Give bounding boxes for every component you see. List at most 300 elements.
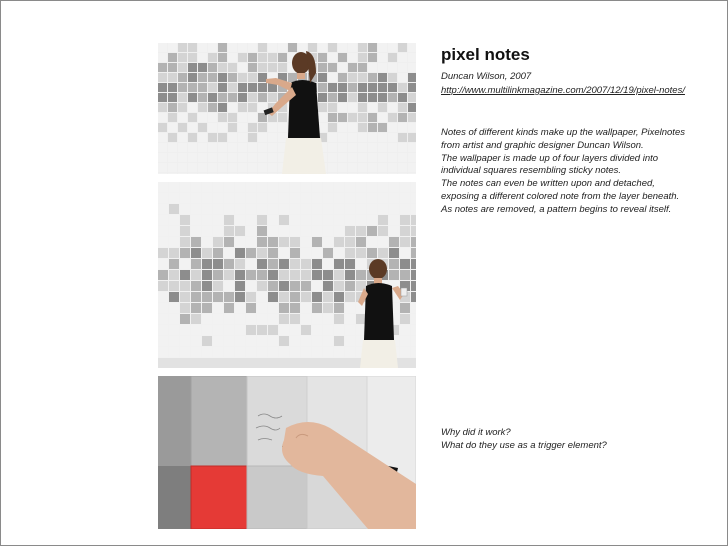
wall-tile — [278, 63, 287, 72]
wall-tile — [301, 270, 311, 280]
author-line: Duncan Wilson, 2007 — [441, 71, 532, 82]
wall-tile — [257, 281, 267, 291]
wall-tile — [208, 53, 217, 62]
wall-tile — [238, 43, 247, 52]
wall-tile — [169, 336, 179, 346]
wall-tile — [345, 226, 355, 236]
wall-tile — [323, 259, 333, 269]
wall-tile — [198, 153, 207, 162]
wall-tile — [367, 248, 377, 258]
wall-tile — [246, 193, 256, 203]
wall-tile — [180, 193, 190, 203]
wall-tile — [268, 292, 278, 302]
wall-tile — [312, 237, 322, 247]
wall-tile — [238, 143, 247, 152]
wall-tile — [411, 182, 416, 192]
wall-tile — [208, 93, 217, 102]
wall-tile — [208, 173, 217, 174]
wall-tile — [257, 215, 267, 225]
wall-tile — [218, 43, 227, 52]
wall-tile — [290, 303, 300, 313]
wall-tile — [400, 270, 410, 280]
wall-tile — [398, 53, 407, 62]
wall-tile — [268, 133, 277, 142]
wall-tile — [202, 215, 212, 225]
wall-tile — [301, 325, 311, 335]
wall-tile — [411, 292, 416, 302]
wall-tile — [278, 113, 287, 122]
wall-tile — [338, 123, 347, 132]
wall-tile — [290, 347, 300, 357]
wall-tile — [180, 237, 190, 247]
wall-tile — [388, 173, 397, 174]
wall-tile — [202, 259, 212, 269]
wall-tile — [248, 103, 257, 112]
wall-tile — [158, 314, 168, 324]
wall-tile — [213, 314, 223, 324]
wall-tile — [388, 43, 397, 52]
wall-tile — [158, 173, 167, 174]
wall-tile — [318, 63, 327, 72]
wall-tile — [191, 215, 201, 225]
wall-tile — [338, 73, 347, 82]
wall-tile — [290, 281, 300, 291]
wall-tile — [188, 63, 197, 72]
wall-tile — [408, 93, 416, 102]
wall-tile — [235, 204, 245, 214]
wall-tile — [188, 113, 197, 122]
wall-tile — [257, 248, 267, 258]
wall-tile — [388, 163, 397, 172]
wall-tile — [228, 73, 237, 82]
wall-tile — [408, 63, 416, 72]
wall-tile — [348, 173, 357, 174]
wall-tile — [411, 314, 416, 324]
wall-tile — [398, 73, 407, 82]
wall-tile — [188, 43, 197, 52]
wall-tile — [334, 292, 344, 302]
wall-tile — [367, 193, 377, 203]
wall-tile — [188, 133, 197, 142]
wall-tile — [323, 182, 333, 192]
wall-tile — [348, 163, 357, 172]
wall-tile — [178, 143, 187, 152]
wall-tile — [378, 53, 387, 62]
wall-tile — [268, 204, 278, 214]
wall-tile — [388, 53, 397, 62]
wall-tile — [208, 133, 217, 142]
wall-tile — [378, 123, 387, 132]
wall-tile — [246, 226, 256, 236]
description-line: from artist and graphic designer Duncan Wilson. — [441, 139, 644, 151]
wall-tile — [279, 182, 289, 192]
wall-tile — [400, 204, 410, 214]
wall-tile — [188, 173, 197, 174]
wall-tile — [400, 303, 410, 313]
wall-tile — [198, 123, 207, 132]
wall-tile — [368, 83, 377, 92]
wall-tile — [257, 336, 267, 346]
wall-tile — [246, 204, 256, 214]
wall-tile — [169, 270, 179, 280]
wall-tile — [224, 336, 234, 346]
wall-tile — [248, 123, 257, 132]
closeup-illustration — [158, 376, 416, 529]
wall-tile — [312, 226, 322, 236]
wall-tile — [202, 347, 212, 357]
wall-tile — [158, 143, 167, 152]
wall-tile — [213, 303, 223, 313]
wall-tile — [238, 123, 247, 132]
wall-tile — [198, 53, 207, 62]
wall-tile — [158, 325, 168, 335]
wall-tile — [257, 193, 267, 203]
wall-tile — [248, 63, 257, 72]
wall-tile — [400, 336, 410, 346]
wall-tile — [208, 153, 217, 162]
wall-tile — [180, 215, 190, 225]
wall-tile — [168, 53, 177, 62]
wall-tile — [169, 215, 179, 225]
wall-tile — [368, 133, 377, 142]
wall-tile — [408, 173, 416, 174]
wall-tile — [312, 292, 322, 302]
wall-tile — [301, 259, 311, 269]
wall-tile — [301, 336, 311, 346]
wall-tile — [334, 336, 344, 346]
wall-tile — [224, 314, 234, 324]
wall-tile — [400, 215, 410, 225]
wall-tile — [228, 113, 237, 122]
wall-tile — [348, 73, 357, 82]
wall-tile — [257, 347, 267, 357]
description-line: Notes of different kinds make up the wallpaper, Pixelnotes — [441, 127, 685, 138]
wall-tile — [348, 123, 357, 132]
wall-tile — [235, 347, 245, 357]
wall-tile — [389, 226, 399, 236]
wall-tile — [368, 143, 377, 152]
wall-tile — [268, 215, 278, 225]
wall-tile — [246, 303, 256, 313]
wall-tile — [235, 237, 245, 247]
wall-tile — [334, 182, 344, 192]
source-link[interactable]: http://www.multilinkmagazine.com/2007/12/19/pixel-notes/ — [441, 85, 685, 96]
wall-tile — [191, 325, 201, 335]
wall-tile — [323, 281, 333, 291]
wall-tile — [224, 226, 234, 236]
wall-tile — [198, 163, 207, 172]
wall-tile — [198, 173, 207, 174]
wall-tile — [168, 73, 177, 82]
wall-tile — [408, 43, 416, 52]
wall-tile — [208, 73, 217, 82]
wall-tile — [258, 163, 267, 172]
wall-tile — [328, 153, 337, 162]
wall-tile — [218, 93, 227, 102]
wall-tile — [235, 314, 245, 324]
wall-tile — [389, 215, 399, 225]
wall-tile — [198, 113, 207, 122]
wall-tile — [301, 347, 311, 357]
wall-tile — [168, 123, 177, 132]
wall-tile — [168, 113, 177, 122]
wall-tile — [378, 237, 388, 247]
wall-tile — [202, 226, 212, 236]
wall-tile — [411, 336, 416, 346]
wall-tile — [228, 53, 237, 62]
wall-tile — [188, 83, 197, 92]
wall-tile — [258, 73, 267, 82]
wall-tile — [290, 336, 300, 346]
wall-tile — [388, 113, 397, 122]
wall-tile — [168, 63, 177, 72]
wall-tile — [312, 336, 322, 346]
wall-tile — [198, 83, 207, 92]
wall-tile — [202, 193, 212, 203]
wall-tile — [408, 53, 416, 62]
wall-tile — [358, 123, 367, 132]
wall-tile — [358, 43, 367, 52]
wall-tile — [398, 103, 407, 112]
wall-tile — [378, 204, 388, 214]
wall-tile — [188, 153, 197, 162]
wall-tile — [180, 248, 190, 258]
pixel-wall-illustration-2 — [158, 182, 416, 368]
wall-tile — [248, 53, 257, 62]
wall-tile — [208, 43, 217, 52]
wall-tile — [400, 182, 410, 192]
question-line: Why did it work? — [441, 427, 511, 438]
wall-tile — [389, 237, 399, 247]
wall-tile — [368, 43, 377, 52]
wall-tile — [258, 53, 267, 62]
wall-tile — [378, 113, 387, 122]
wall-tile — [188, 163, 197, 172]
wall-tile — [368, 73, 377, 82]
wall-tile — [202, 336, 212, 346]
wall-tile — [278, 133, 287, 142]
wall-tile — [238, 53, 247, 62]
wall-tile — [268, 123, 277, 132]
photo-woman-beside-wall — [158, 182, 416, 368]
wall-tile — [208, 143, 217, 152]
wall-tile — [202, 325, 212, 335]
wall-tile — [368, 103, 377, 112]
wall-tile — [268, 43, 277, 52]
wall-tile — [248, 153, 257, 162]
wall-tile — [345, 336, 355, 346]
wall-tile — [334, 193, 344, 203]
wall-tile — [398, 153, 407, 162]
wall-tile — [213, 347, 223, 357]
wall-tile — [191, 259, 201, 269]
wall-tile — [158, 73, 167, 82]
wall-tile — [218, 143, 227, 152]
wall-tile — [198, 43, 207, 52]
wall-tile — [228, 163, 237, 172]
wall-tile — [279, 303, 289, 313]
wall-tile — [228, 153, 237, 162]
photo-hand-writing-closeup — [158, 376, 416, 529]
wall-tile — [208, 123, 217, 132]
wall-tile — [348, 113, 357, 122]
wall-tile — [389, 182, 399, 192]
wall-tile — [288, 73, 297, 82]
wall-tile — [411, 204, 416, 214]
wall-tile — [388, 73, 397, 82]
wall-tile — [411, 248, 416, 258]
wall-tile — [235, 226, 245, 236]
wall-tile — [213, 193, 223, 203]
wall-tile — [338, 113, 347, 122]
wall-tile — [356, 237, 366, 247]
wall-tile — [228, 63, 237, 72]
wall-tile — [279, 237, 289, 247]
wall-tile — [345, 303, 355, 313]
wall-tile — [168, 83, 177, 92]
wall-tile — [169, 325, 179, 335]
wall-tile — [158, 281, 168, 291]
wall-tile — [348, 143, 357, 152]
wall-tile — [328, 103, 337, 112]
wall-tile — [356, 259, 366, 269]
wall-tile — [348, 43, 357, 52]
wall-tile — [398, 113, 407, 122]
wall-tile — [257, 325, 267, 335]
wall-tile — [213, 336, 223, 346]
wall-tile — [180, 336, 190, 346]
wall-tile — [178, 53, 187, 62]
wall-tile — [323, 270, 333, 280]
wall-tile — [356, 226, 366, 236]
wall-tile — [268, 143, 277, 152]
wall-tile — [257, 259, 267, 269]
wall-tile — [279, 193, 289, 203]
wall-tile — [345, 204, 355, 214]
wall-tile — [168, 143, 177, 152]
wall-tile — [178, 103, 187, 112]
wall-tile — [202, 182, 212, 192]
wall-tile — [312, 270, 322, 280]
wall-tile — [345, 182, 355, 192]
wall-tile — [334, 248, 344, 258]
wall-tile — [334, 237, 344, 247]
wall-tile — [318, 103, 327, 112]
wall-tile — [328, 143, 337, 152]
wall-tile — [268, 259, 278, 269]
wall-tile — [312, 204, 322, 214]
wall-tile — [178, 173, 187, 174]
wall-tile — [312, 314, 322, 324]
wall-tile — [198, 133, 207, 142]
description-line: The wallpaper is made up of four layers divided into — [441, 152, 659, 164]
wall-tile — [188, 143, 197, 152]
description-line: As notes are removed, a pattern begins to reveal itself. — [441, 203, 672, 215]
wall-tile — [279, 226, 289, 236]
wall-tile — [389, 270, 399, 280]
wall-tile — [224, 325, 234, 335]
wall-tile — [180, 303, 190, 313]
wall-tile — [202, 303, 212, 313]
wall-tile — [323, 226, 333, 236]
wall-tile — [228, 173, 237, 174]
wall-tile — [258, 143, 267, 152]
wall-tile — [180, 270, 190, 280]
wall-tile — [208, 163, 217, 172]
wall-tile — [268, 163, 277, 172]
wall-tile — [358, 153, 367, 162]
wall-tile — [213, 215, 223, 225]
wall-tile — [312, 259, 322, 269]
wall-tile — [408, 123, 416, 132]
wall-tile — [408, 73, 416, 82]
wall-tile — [388, 133, 397, 142]
wall-tile — [279, 215, 289, 225]
wall-tile — [258, 83, 267, 92]
wall-tile — [279, 325, 289, 335]
wall-tile — [213, 204, 223, 214]
wall-tile — [345, 292, 355, 302]
wall-tile — [169, 259, 179, 269]
wall-tile — [328, 93, 337, 102]
wall-tile — [168, 93, 177, 102]
wall-tile — [389, 204, 399, 214]
wall-tile — [268, 303, 278, 313]
wall-tile — [257, 237, 267, 247]
wall-tile — [389, 248, 399, 258]
wall-tile — [358, 143, 367, 152]
wall-tile — [180, 347, 190, 357]
wall-tile — [388, 103, 397, 112]
slide-title: pixel notes — [441, 45, 530, 64]
wall-tile — [389, 259, 399, 269]
wall-tile — [224, 237, 234, 247]
wall-tile — [400, 226, 410, 236]
wall-tile — [268, 237, 278, 247]
wall-tile — [400, 259, 410, 269]
wall-tile — [328, 163, 337, 172]
wall-tile — [188, 93, 197, 102]
wall-tile — [301, 292, 311, 302]
wall-tile — [238, 83, 247, 92]
wall-tile — [328, 83, 337, 92]
wall-tile — [323, 314, 333, 324]
wall-tile — [301, 281, 311, 291]
wall-tile — [191, 237, 201, 247]
wall-tile — [218, 73, 227, 82]
wall-tile — [188, 123, 197, 132]
wall-tile — [158, 93, 167, 102]
wall-tile — [338, 103, 347, 112]
wall-tile — [169, 182, 179, 192]
wall-tile — [328, 123, 337, 132]
wall-tile — [279, 204, 289, 214]
wall-tile — [238, 133, 247, 142]
wall-tile — [411, 303, 416, 313]
wall-tile — [334, 259, 344, 269]
wall-tile — [398, 63, 407, 72]
wall-tile — [312, 215, 322, 225]
wall-tile — [378, 248, 388, 258]
description-line: individual squares resembling sticky notes. — [441, 165, 622, 177]
wall-tile — [169, 281, 179, 291]
wall-tile — [279, 270, 289, 280]
wall-tile — [257, 303, 267, 313]
wall-tile — [224, 182, 234, 192]
wall-tile — [348, 103, 357, 112]
wall-tile — [246, 292, 256, 302]
wall-tile — [398, 123, 407, 132]
